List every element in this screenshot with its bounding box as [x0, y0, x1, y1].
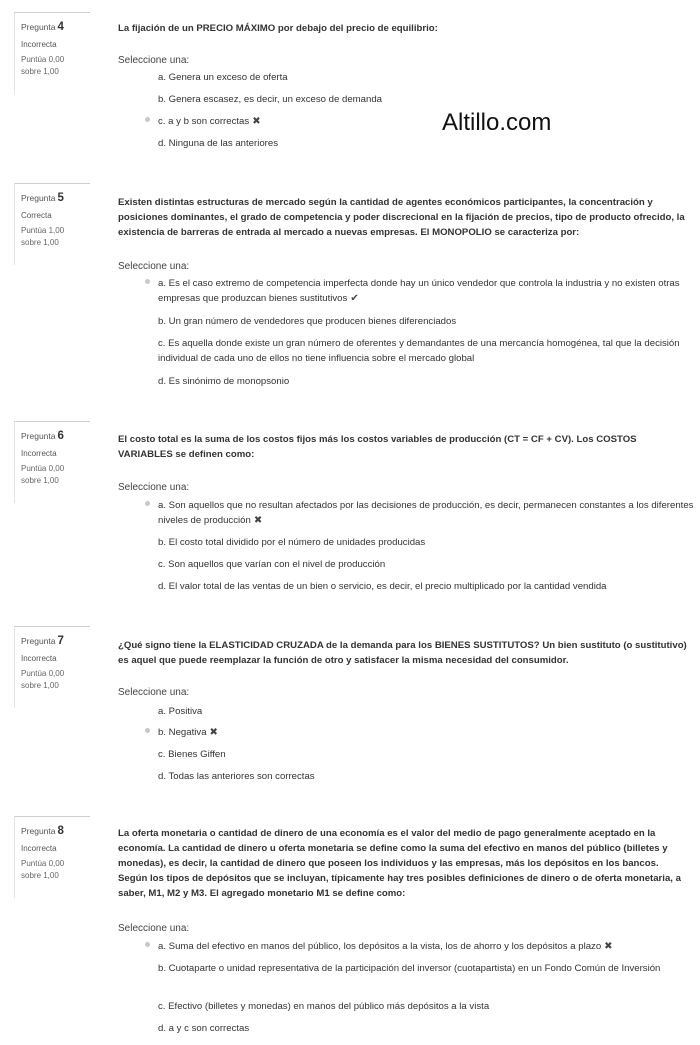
question-state: Incorrecta [21, 844, 57, 853]
answer-option[interactable]: b. Cuotaparte o unidad representativa de la participación del inversor (cuotapartista) en un Fondo Común de Inversión [158, 963, 661, 974]
answer-option-selected[interactable]: c. a y b son correctas ✖ [158, 114, 700, 129]
question-text: La oferta monetaria o cantidad de dinero de una economía es el valor del medio de pago generalmente aceptado en la economía. La cantidad de dinero u oferta monetaria se define como la suma del efectivo en manos del público (billetes y monedas), es decir, la cantidad de dinero que poseen los individuos y las empresas, más los depósitos en los bancos. Según los tipos de depósitos que se incluyan, típicamente hay tres posibles definiciones de dinero o de oferta monetaria, a saber, M1, M2 y M3. El agregado monetario M1 se define como: [118, 828, 681, 899]
radio-selected-icon [145, 501, 150, 506]
answer-option-selected[interactable]: b. Negativa ✖ [158, 725, 700, 740]
question-info [14, 816, 90, 898]
question-number: Pregunta 6 [21, 430, 64, 442]
question-number: Pregunta 4 [21, 21, 64, 33]
answer-option-selected[interactable]: a. Es el caso extremo de competencia imperfecta donde hay un único vendedor que controla la industria y no existen otras empresas que produzcan bienes sustitutivos ✔ [158, 276, 700, 306]
question-content [118, 195, 690, 387]
answer-option[interactable]: b. Genera escasez, es decir, un exceso de demanda [158, 94, 382, 105]
question-content [118, 432, 694, 592]
question-state: Correcta [21, 211, 52, 220]
question-state: Incorrecta [21, 449, 57, 458]
radio-selected-icon [145, 279, 150, 284]
watermark-text: Altillo.com [442, 109, 552, 136]
select-one-label: Seleccione una: [118, 55, 190, 66]
incorrect-icon: ✖ [604, 941, 613, 952]
select-one-label: Seleccione una: [118, 923, 190, 934]
question-grade: Puntúa 0,00 sobre 1,00 [21, 669, 65, 690]
answer-option[interactable]: a. Positiva [158, 706, 203, 717]
question-info [14, 626, 90, 708]
radio-selected-icon [145, 117, 150, 122]
answer-option[interactable]: c. Bienes Giffen [158, 749, 226, 760]
answer-option-selected[interactable]: a. Suma del efectivo en manos del público, los depósitos a la vista, los de ahorro y los depósitos a plazo ✖ [158, 939, 700, 954]
question-number: Pregunta 7 [21, 635, 64, 647]
question-grade: Puntúa 1,00 sobre 1,00 [21, 226, 65, 247]
answer-option[interactable]: d. Todas las anteriores son correctas [158, 771, 315, 782]
answer-option[interactable]: d. El valor total de las ventas de un bien o servicio, es decir, el precio multiplicado por la cantidad vendida [158, 581, 607, 592]
radio-selected-icon [145, 942, 150, 947]
question-text: La fijación de un PRECIO MÁXIMO por debajo del precio de equilibrio: [118, 23, 438, 34]
answer-option[interactable]: c. Son aquellos que varían con el nivel de producción [158, 559, 386, 570]
question-text: Existen distintas estructuras de mercado según la cantidad de agentes económicos participantes, la concentración y posiciones dominantes, el grado de competencia y poder discrecional en la fijación de precios, tipo de producto ofrecido, la existencia de barreras de entrada al mercado a nuevas empresas. El MONOPOLIO se caracteriza por: [118, 197, 685, 238]
select-one-label: Seleccione una: [118, 482, 190, 493]
answer-option[interactable]: c. Es aquella donde existe un gran número de oferentes y demandantes de una mercancía homogénea, tal que la decisión individual de cada uno de ellos no tiene influencia sobre el mercado global [158, 338, 680, 364]
question-content [118, 826, 690, 1034]
question-grade: Puntúa 0,00 sobre 1,00 [21, 464, 65, 485]
question-state: Incorrecta [21, 654, 57, 663]
answer-option[interactable]: a. Genera un exceso de oferta [158, 72, 288, 83]
answer-option[interactable]: d. Ninguna de las anteriores [158, 138, 278, 149]
question-text: El costo total es la suma de los costos fijos más los costos variables de producción (CT = CF + CV). Los COSTOS VARIABLES se definen como: [118, 434, 637, 460]
answer-option[interactable]: b. Un gran número de vendedores que producen bienes diferenciados [158, 316, 457, 327]
question-number: Pregunta 5 [21, 192, 64, 204]
answer-option-selected[interactable]: a. Son aquellos que no resultan afectados por las decisiones de producción, es decir, permanecen constantes a los diferentes niveles de producción ✖ [158, 498, 700, 528]
answer-option[interactable]: c. Efectivo (billetes y monedas) en manos del público más depósitos a la vista [158, 1001, 490, 1012]
answer-option[interactable]: b. El costo total dividido por el número de unidades producidas [158, 537, 426, 548]
answer-option[interactable]: d. a y c son correctas [158, 1023, 250, 1034]
question-text: ¿Qué signo tiene la ELASTICIDAD CRUZADA de la demanda para los BIENES SUSTITUTOS? Un bien sustituto (o sustitutivo) es aquel que puede reemplazar la función de otro y satisfacer la misma necesidad del consumidor. [118, 640, 687, 666]
correct-icon: ✔ [350, 293, 359, 304]
question-number: Pregunta 8 [21, 825, 64, 837]
question-info [14, 421, 90, 503]
question-grade: Puntúa 0,00 sobre 1,00 [21, 859, 65, 880]
question-info [14, 183, 90, 265]
incorrect-icon: ✖ [209, 727, 218, 738]
answer-option[interactable]: d. Es sinónimo de monopsonio [158, 376, 290, 387]
question-info [14, 12, 90, 94]
question-grade: Puntúa 0,00 sobre 1,00 [21, 55, 65, 76]
question-state: Incorrecta [21, 40, 57, 49]
select-one-label: Seleccione una: [118, 687, 190, 698]
radio-selected-icon [145, 728, 150, 733]
select-one-label: Seleccione una: [118, 261, 190, 272]
question-content [118, 638, 690, 782]
incorrect-icon: ✖ [252, 116, 261, 127]
incorrect-icon: ✖ [253, 515, 263, 526]
